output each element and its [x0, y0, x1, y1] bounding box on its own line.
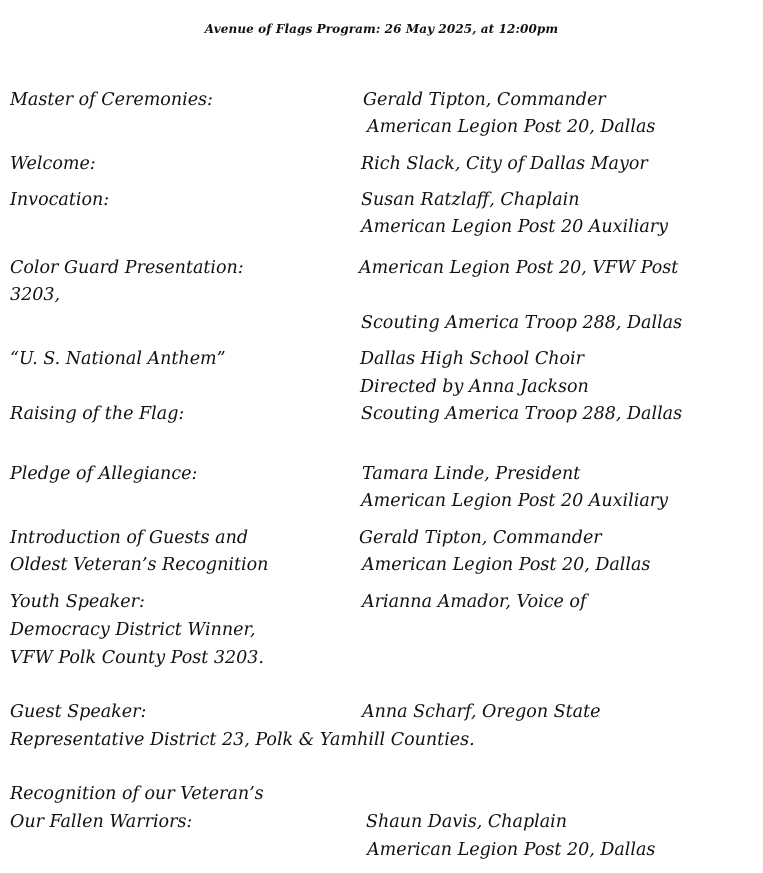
guest-speaker-name: Anna Scharf, Oregon State — [362, 702, 601, 722]
fallen-org: American Legion Post 20, Dallas — [367, 840, 656, 860]
color-guard-name: American Legion Post 20, VFW Post — [359, 258, 679, 278]
youth-speaker-name: Arianna Amador, Voice of — [362, 592, 587, 612]
introduction-name: Gerald Tipton, Commander — [359, 528, 602, 548]
invocation-org: American Legion Post 20 Auxiliary — [361, 217, 669, 237]
pledge-org: American Legion Post 20 Auxiliary — [361, 491, 669, 511]
color-guard-org: Scouting America Troop 288, Dallas — [361, 313, 683, 333]
anthem-name: Dallas High School Choir — [360, 349, 584, 369]
pledge-name: Tamara Linde, President — [362, 464, 581, 484]
welcome-role: Welcome: — [10, 154, 96, 174]
anthem-org: Directed by Anna Jackson — [360, 377, 589, 397]
fallen-name: Shaun Davis, Chaplain — [366, 812, 568, 832]
introduction-role2: Oldest Veteran’s Recognition — [10, 555, 269, 575]
invocation-role: Invocation: — [10, 190, 110, 210]
youth-speaker-line2: Democracy District Winner, — [10, 620, 256, 640]
introduction-org: American Legion Post 20, Dallas — [362, 555, 651, 575]
welcome-name: Rich Slack, City of Dallas Mayor — [361, 154, 648, 174]
anthem-role: “U. S. National Anthem” — [10, 349, 226, 369]
fallen-role2: Our Fallen Warriors: — [10, 812, 193, 832]
flag-raising-role: Raising of the Flag: — [10, 404, 185, 424]
mc-role: Master of Ceremonies: — [10, 90, 213, 110]
mc-org: American Legion Post 20, Dallas — [367, 117, 656, 137]
guest-speaker-line2: Representative District 23, Polk & Yamhill Counties. — [10, 730, 475, 750]
guest-speaker-role: Guest Speaker: — [10, 702, 147, 722]
introduction-role: Introduction of Guests and — [10, 528, 249, 548]
youth-speaker-line3: VFW Polk County Post 3203. — [10, 648, 264, 668]
program-title: Avenue of Flags Program: 26 May 2025, at 12:00pm — [204, 22, 559, 36]
mc-name: Gerald Tipton, Commander — [363, 90, 606, 110]
invocation-name: Susan Ratzlaff, Chaplain — [361, 190, 580, 210]
fallen-role: Recognition of our Veteran’s — [10, 784, 264, 804]
youth-speaker-role: Youth Speaker: — [10, 592, 145, 612]
color-guard-role: Color Guard Presentation: — [10, 258, 244, 278]
pledge-role: Pledge of Allegiance: — [10, 464, 198, 484]
color-guard-wrap: 3203, — [10, 285, 61, 305]
flag-raising-name: Scouting America Troop 288, Dallas — [361, 404, 683, 424]
